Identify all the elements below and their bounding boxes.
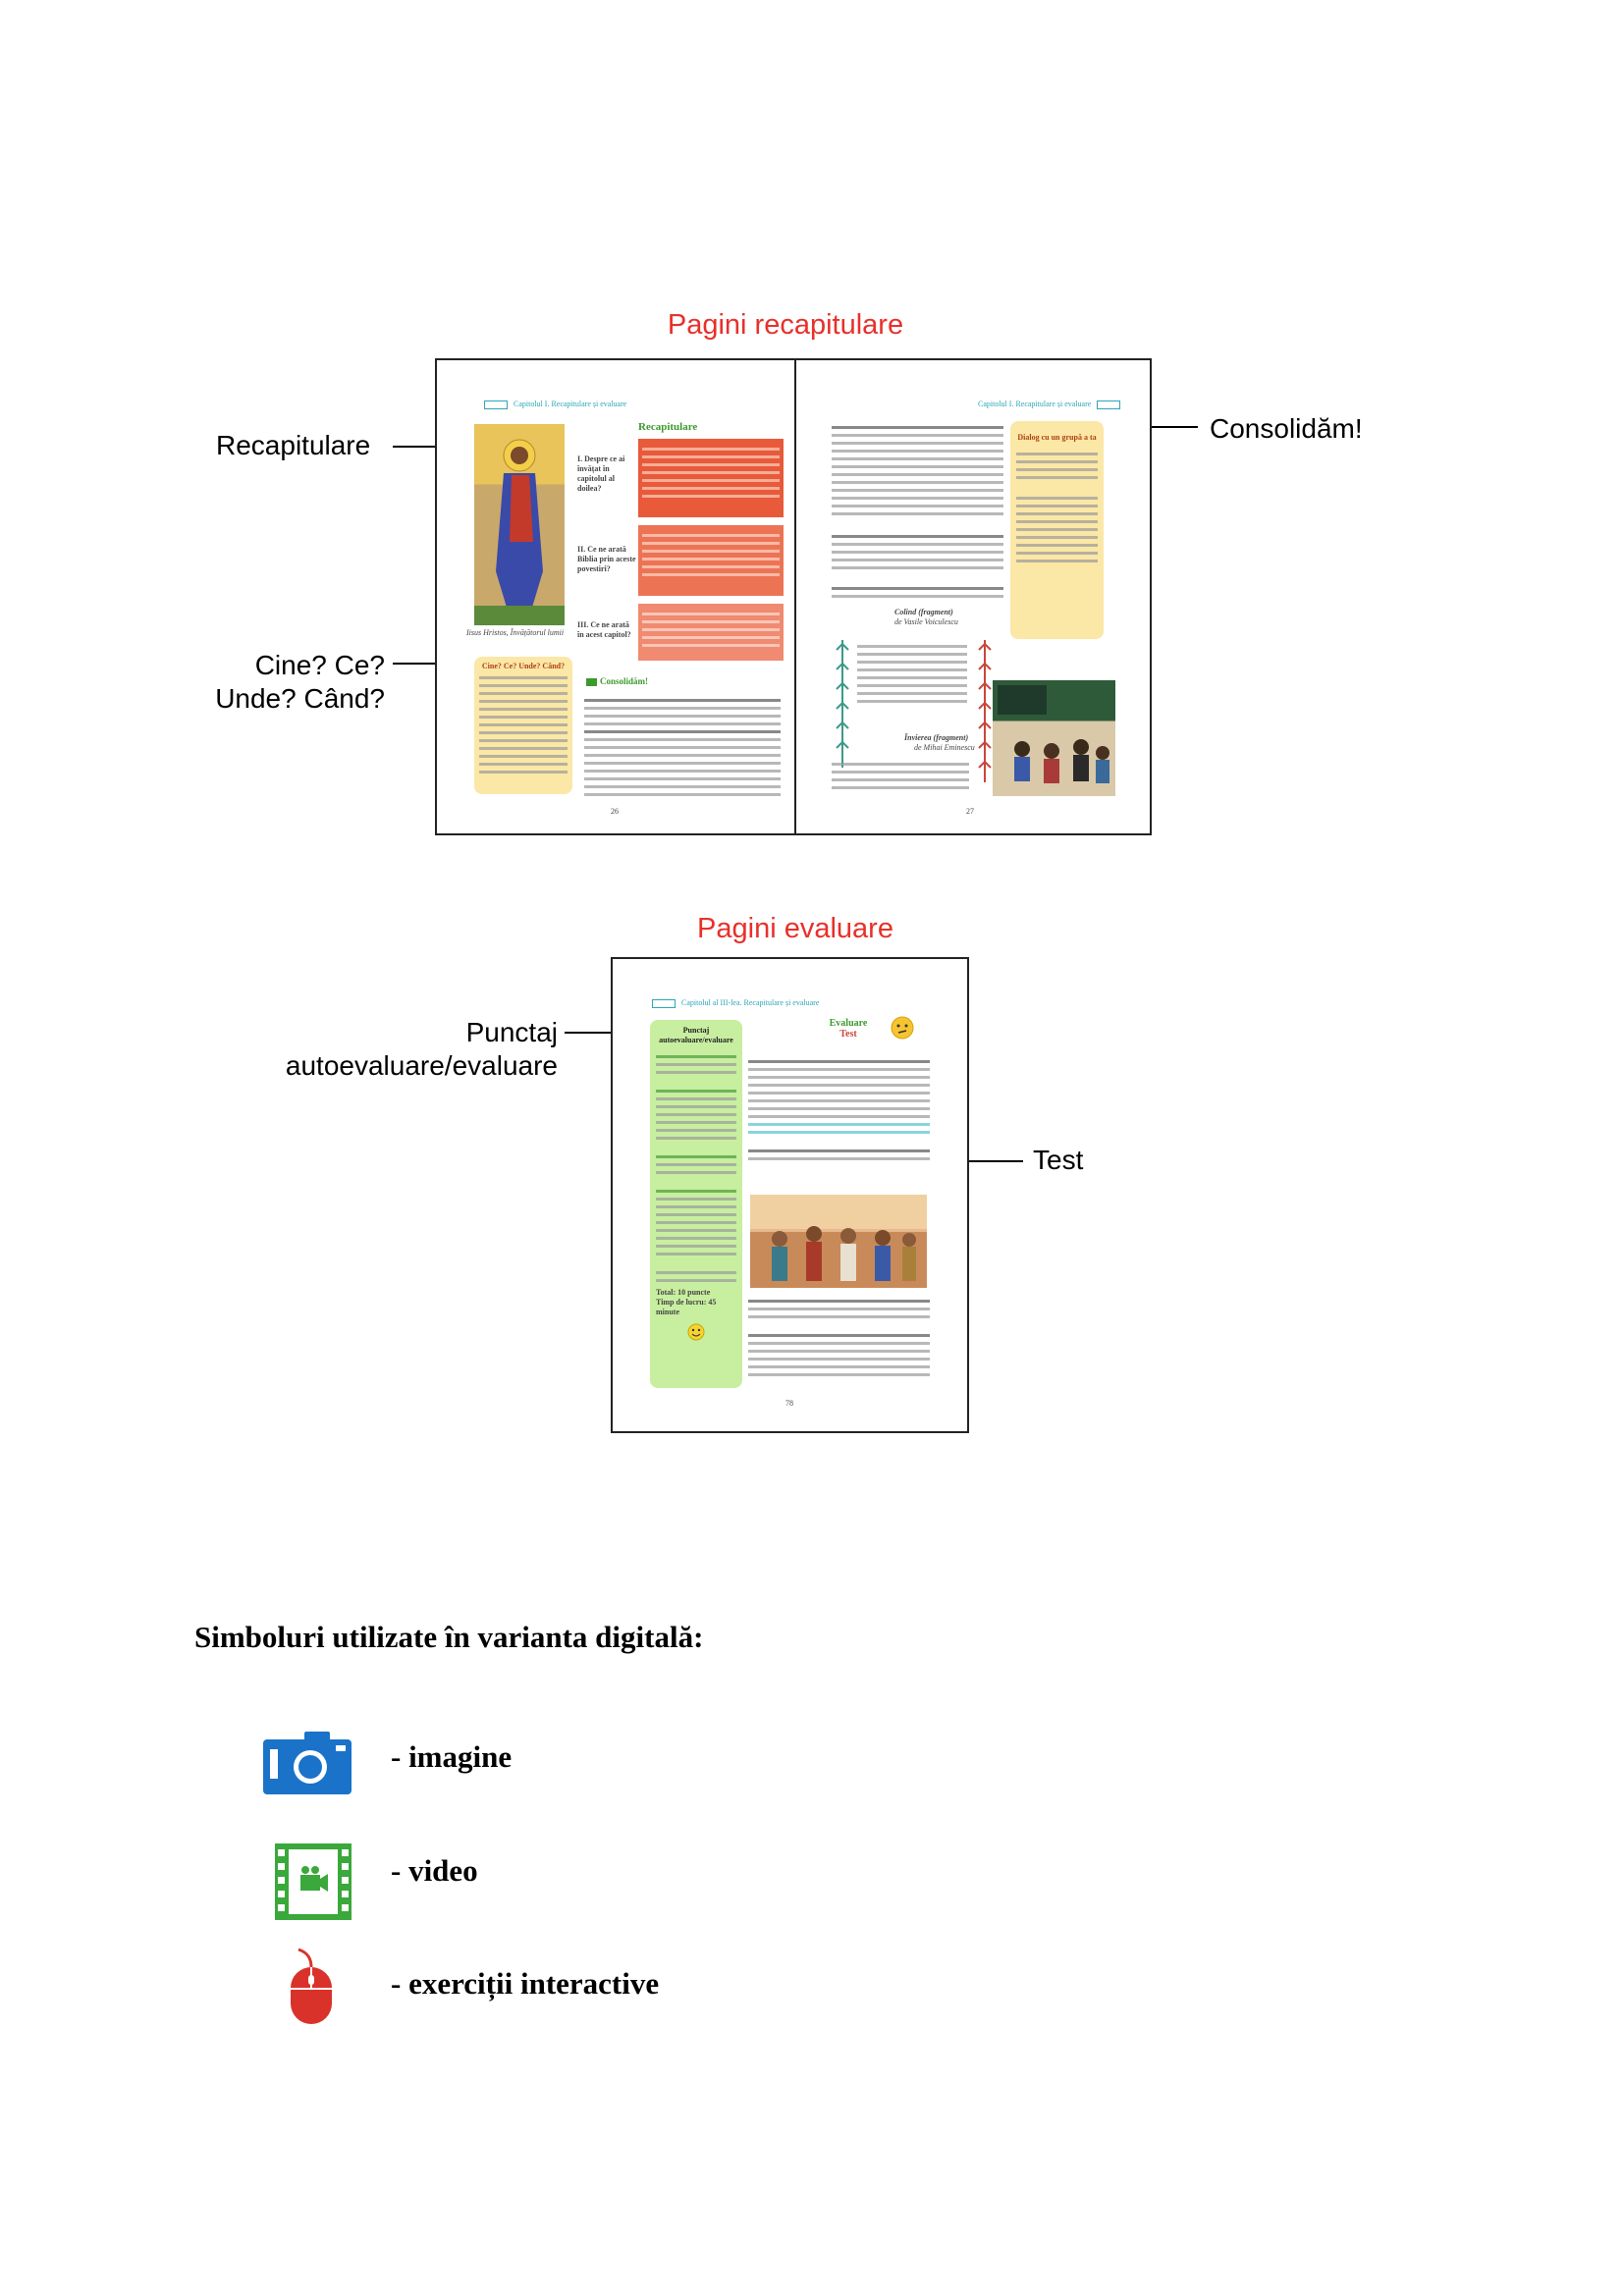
christ-figure-icon — [474, 424, 565, 625]
recap-section-title: Pagini recapitulare — [667, 309, 904, 341]
recap-box-3 — [638, 604, 784, 661]
consolidam-exercise-text — [584, 694, 781, 801]
recap-box-2 — [638, 525, 784, 596]
symbol-label-imagine: - imagine — [391, 1739, 513, 1774]
recap-question-1: I. Despre ce ai învățat în capitolul al doilea? — [577, 454, 625, 493]
left-ornament-icon — [836, 640, 849, 768]
poem2-author: de Mihai Eminescu — [914, 743, 975, 752]
cine-ce-box-title: Cine? Ce? Unde? Când? — [481, 662, 566, 670]
video-icon — [275, 1843, 352, 1920]
callout-punctaj-line2: autoevaluare/evaluare — [285, 1050, 558, 1081]
recap-heading: Recapitulare — [638, 421, 698, 433]
eval-heading — [819, 1018, 878, 1040]
callout-test: Test — [1033, 1145, 1084, 1175]
eval-page-number: 78 — [785, 1399, 793, 1408]
callout-cine-line2: Unde? Când? — [215, 683, 385, 714]
mouse-icon — [287, 1946, 336, 2026]
callout-cine-line1: Cine? Ce? — [254, 650, 385, 680]
poem-title: Colind (fragment) — [894, 608, 953, 616]
camera-icon — [263, 1730, 352, 1794]
test-painting — [750, 1195, 927, 1288]
eval-page — [611, 957, 969, 1433]
poem2-title: Învierea (fragment) — [904, 733, 969, 742]
score-total: Total: 10 puncte — [656, 1288, 711, 1297]
callout-punctaj-line1: Punctaj — [465, 1017, 558, 1047]
classroom-photo-icon — [993, 680, 1115, 796]
recap-question-3: III. Ce ne arată în acest capitol? — [577, 620, 631, 639]
recap-spread — [435, 358, 1152, 835]
symbols-heading: Simboluri utilizate în varianta digitală: — [194, 1620, 704, 1654]
classroom-photo — [993, 680, 1115, 796]
right-page — [796, 360, 1152, 833]
eval-subheading: Test — [839, 1029, 857, 1040]
eval-heading-title: Evaluare — [829, 1018, 868, 1029]
eval-running-head: Capitolul al III-lea. Recapitulare și evaluare — [652, 998, 907, 1008]
callout-recapitulare: Recapitulare — [216, 430, 371, 460]
score-sidebar-title: Punctaj autoevaluare/evaluare — [659, 1026, 733, 1044]
symbol-label-exercitii: - exerciții interactive — [391, 1966, 660, 2001]
cine-ce-box — [474, 657, 572, 794]
callout-consolidam: Consolidăm! — [1210, 413, 1363, 444]
dialog-box-title: Dialog cu un grupă a ta — [1017, 433, 1097, 442]
eval-section-title: Pagini evaluare — [697, 913, 893, 944]
recap-box-1 — [638, 439, 784, 517]
consolidam-heading: Consolidăm! — [586, 676, 648, 686]
left-page — [437, 360, 794, 833]
left-page-number: 26 — [611, 807, 619, 816]
dialog-box — [1010, 421, 1104, 639]
poem-author: de Vasile Voiculescu — [894, 617, 958, 626]
test-questions-2 — [748, 1295, 930, 1381]
christ-icon-image — [474, 424, 565, 625]
thinking-face-icon — [891, 1016, 914, 1040]
score-time: Timp de lucru: 45 minute — [656, 1298, 717, 1316]
poem-lines — [857, 640, 967, 708]
poem2-lines — [832, 758, 969, 794]
symbol-label-video: - video — [391, 1853, 478, 1888]
recap-question-2: II. Ce ne arată Biblia prin aceste povestiri? — [577, 545, 636, 573]
right-exercise-text — [832, 421, 1003, 603]
score-sidebar — [650, 1020, 742, 1388]
smiley-icon — [687, 1323, 705, 1341]
right-ornament-icon — [978, 640, 992, 782]
right-running-head: Capitolul I. Recapitulare și evaluare — [978, 400, 1145, 409]
right-page-number: 27 — [966, 807, 974, 816]
painting-scene-icon — [750, 1195, 927, 1288]
test-questions-1 — [748, 1055, 930, 1165]
icon-caption: Iisus Hristos, Învățătorul lumii — [466, 628, 565, 637]
left-running-head: Capitolul I. Recapitulare și evaluare — [484, 400, 680, 409]
